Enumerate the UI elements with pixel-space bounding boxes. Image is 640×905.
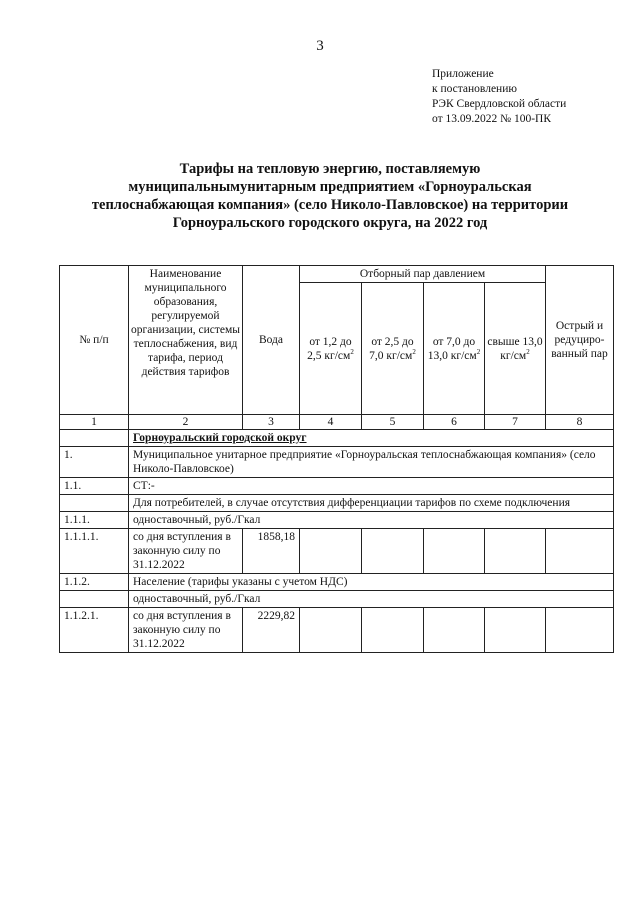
column-number: 8 [546, 415, 614, 430]
table-row [60, 574, 614, 591]
table-row [60, 591, 614, 608]
header-steam-2: от 2,5 до 7,0 $кг/см^2$ [362, 283, 424, 415]
district-name: Горноуральский городской округ [129, 430, 614, 447]
row-num: 1. [60, 447, 129, 478]
appendix-line: РЭК Свердловской области [432, 98, 567, 110]
tariff-table [59, 265, 614, 653]
empty-cell [362, 529, 424, 574]
empty-cell [424, 529, 485, 574]
consumer-group: Для потребителей, в случае отсутствия дифференциации тарифов по схеме подключения [129, 495, 614, 512]
title-line: Тарифы на тепловую энергию, поставляемую [179, 161, 481, 177]
table-row [60, 430, 614, 447]
column-number: 3 [243, 415, 300, 430]
tariff-type: одноставочный, руб./Гкал [129, 512, 614, 529]
header-steam-group: Отборный пар давлением [300, 266, 546, 283]
page-number: 3 [316, 38, 324, 54]
header-name: Наименование муниципального образования, регулируемой организации, системы теплоснабжения, вид тарифа, период действия тарифов [129, 266, 243, 415]
empty-cell [424, 608, 485, 653]
column-number: 6 [424, 415, 485, 430]
header-sharp-steam: Острый и редуциро-ванный пар [546, 266, 614, 415]
organization-name: Муниципальное унитарное предприятие «Горноуральская теплоснабжающая компания» (село Николо-Павловское) [129, 447, 614, 478]
appendix-line: Приложение [432, 68, 494, 80]
header-water: Вода [243, 266, 300, 415]
empty-cell [485, 608, 546, 653]
row-num: 1.1.2. [60, 574, 129, 591]
title-line: Горноуральского городского округа, на 2022 год [172, 215, 488, 231]
table-row [60, 478, 614, 495]
water-tariff-value: 1858,18 [243, 529, 300, 574]
appendix-line: к постановлению [432, 83, 517, 95]
row-num [60, 591, 129, 608]
table-row [60, 495, 614, 512]
table-row [60, 447, 614, 478]
header-steam-3: от 7,0 до 13,0 $кг/см^2$ [424, 283, 485, 415]
empty-cell [300, 529, 362, 574]
row-num: 1.1. [60, 478, 129, 495]
column-number: 2 [129, 415, 243, 430]
column-number: 5 [362, 415, 424, 430]
empty-cell [485, 529, 546, 574]
consumer-group: Население (тарифы указаны с учетом НДС) [129, 574, 614, 591]
appendix-line: от 13.09.2022 № 100-ПК [432, 113, 552, 125]
column-number: 7 [485, 415, 546, 430]
table-row [60, 529, 614, 574]
column-number: 1 [60, 415, 129, 430]
row-num: 1.1.1. [60, 512, 129, 529]
title-line: муниципальнымунитарным предприятием «Горноуральская [128, 179, 532, 195]
heating-system: СТ:- [129, 478, 614, 495]
empty-cell [362, 608, 424, 653]
water-tariff-value: 2229,82 [243, 608, 300, 653]
row-num: 1.1.2.1. [60, 608, 129, 653]
header-steam-4: свыше 13,0 $кг/см^2$ [485, 283, 546, 415]
empty-cell [546, 529, 614, 574]
header-steam-1: от 1,2 до 2,5 $кг/см^2$ [300, 283, 362, 415]
row-num [60, 495, 129, 512]
empty-cell [546, 608, 614, 653]
document-title [60, 160, 600, 232]
title-line: теплоснабжающая компания» (село Николо-Павловское) на территории [91, 197, 569, 213]
column-number-row [60, 415, 614, 430]
table-row [60, 512, 614, 529]
table-row [60, 608, 614, 653]
column-number: 4 [300, 415, 362, 430]
appendix-block [432, 67, 566, 127]
row-num [60, 430, 129, 447]
tariff-type: одноставочный, руб./Гкал [129, 591, 614, 608]
tariff-period: со дня вступления в законную силу по 31.12.2022 [129, 529, 243, 574]
tariff-period: со дня вступления в законную силу по 31.12.2022 [129, 608, 243, 653]
row-num: 1.1.1.1. [60, 529, 129, 574]
empty-cell [300, 608, 362, 653]
header-num: № п/п [60, 266, 129, 415]
